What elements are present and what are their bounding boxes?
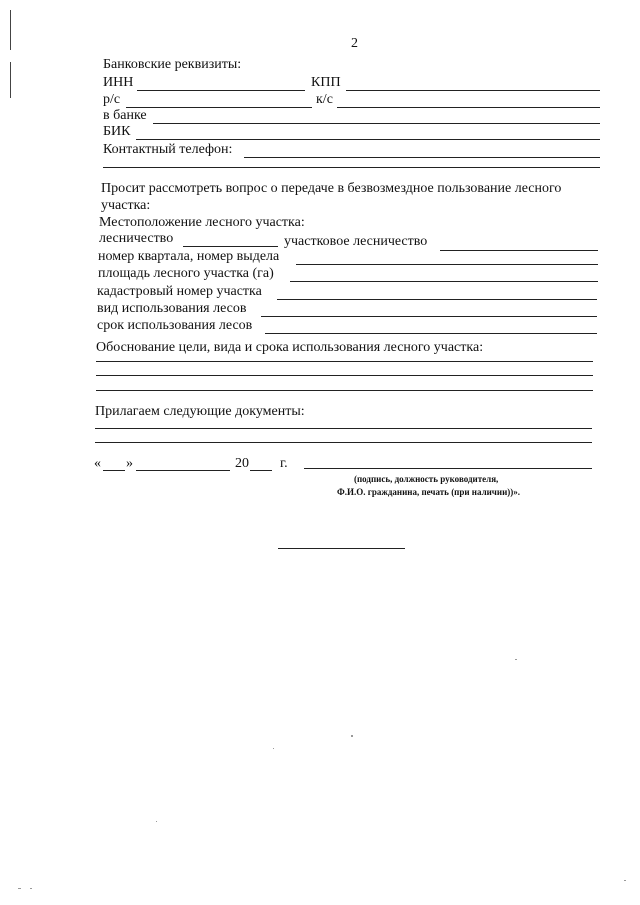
inn-label: ИНН — [103, 75, 134, 90]
forestry-label: лесничество — [99, 231, 174, 246]
phone-field[interactable] — [244, 157, 600, 158]
margin-mark — [10, 62, 11, 98]
date-quote-open: « — [94, 456, 101, 471]
signature-caption-2: Ф.И.О. гражданина, печать (при наличии))». — [337, 487, 521, 497]
block-label: номер квартала, номер выдела — [98, 249, 280, 264]
attachments-line-2[interactable] — [95, 442, 592, 443]
area-label: площадь лесного участка (га) — [98, 266, 274, 281]
attachments-line-1[interactable] — [95, 428, 592, 429]
bank-label: в банке — [103, 108, 147, 123]
use-type-label: вид использования лесов — [97, 301, 247, 316]
year-prefix: 20 — [235, 456, 249, 471]
use-type-field[interactable] — [261, 316, 597, 317]
date-day-field[interactable] — [103, 470, 125, 471]
scan-speck — [30, 888, 32, 889]
scan-speck — [273, 748, 274, 749]
location-heading: Местоположение лесного участка: — [99, 215, 305, 230]
inn-field[interactable] — [137, 90, 305, 91]
use-term-label: срок использования лесов — [97, 318, 253, 333]
bik-label: БИК — [103, 124, 131, 139]
cadastral-field[interactable] — [277, 299, 597, 300]
justification-label: Обоснование цели, вида и срока использования лесного участка: — [96, 340, 484, 355]
scan-speck — [624, 880, 626, 881]
signature-field[interactable] — [304, 468, 592, 469]
closing-rule — [278, 548, 405, 549]
scan-speck — [515, 659, 517, 660]
request-line-2: участка: — [101, 198, 151, 213]
phone-field-extra[interactable] — [103, 167, 600, 168]
request-line-1: Просит рассмотреть вопрос о передаче в безвозмездное пользование лесного — [101, 181, 562, 196]
rs-field[interactable] — [126, 107, 312, 108]
ks-label: к/с — [316, 92, 333, 107]
justification-line-1[interactable] — [96, 361, 593, 362]
ks-field[interactable] — [337, 107, 600, 108]
phone-label: Контактный телефон: — [103, 142, 233, 157]
cadastral-label: кадастровый номер участка — [97, 284, 262, 299]
year-field[interactable] — [250, 470, 272, 471]
area-field[interactable] — [290, 281, 598, 282]
justification-line-3[interactable] — [96, 390, 593, 391]
district-forestry-field[interactable] — [440, 250, 598, 251]
scan-speck — [156, 821, 157, 822]
scan-speck — [18, 888, 21, 889]
attachments-heading: Прилагаем следующие документы: — [95, 404, 305, 419]
rs-label: р/с — [103, 92, 121, 107]
scan-speck — [351, 735, 353, 737]
bik-field[interactable] — [136, 139, 600, 140]
bank-field[interactable] — [153, 123, 600, 124]
forestry-field[interactable] — [183, 246, 278, 247]
district-forestry-label: участковое лесничество — [284, 234, 428, 249]
block-field[interactable] — [296, 264, 598, 265]
signature-caption-1: (подпись, должность руководителя, — [354, 474, 499, 484]
margin-mark — [10, 10, 11, 50]
kpp-field[interactable] — [346, 90, 600, 91]
page-number: 2 — [351, 36, 358, 51]
use-term-field[interactable] — [265, 333, 597, 334]
justification-line-2[interactable] — [96, 375, 593, 376]
bank-heading: Банковские реквизиты: — [103, 57, 242, 72]
date-quote-close: » — [126, 456, 133, 471]
year-suffix: г. — [280, 456, 288, 471]
date-month-field[interactable] — [136, 470, 230, 471]
kpp-label: КПП — [311, 75, 341, 90]
